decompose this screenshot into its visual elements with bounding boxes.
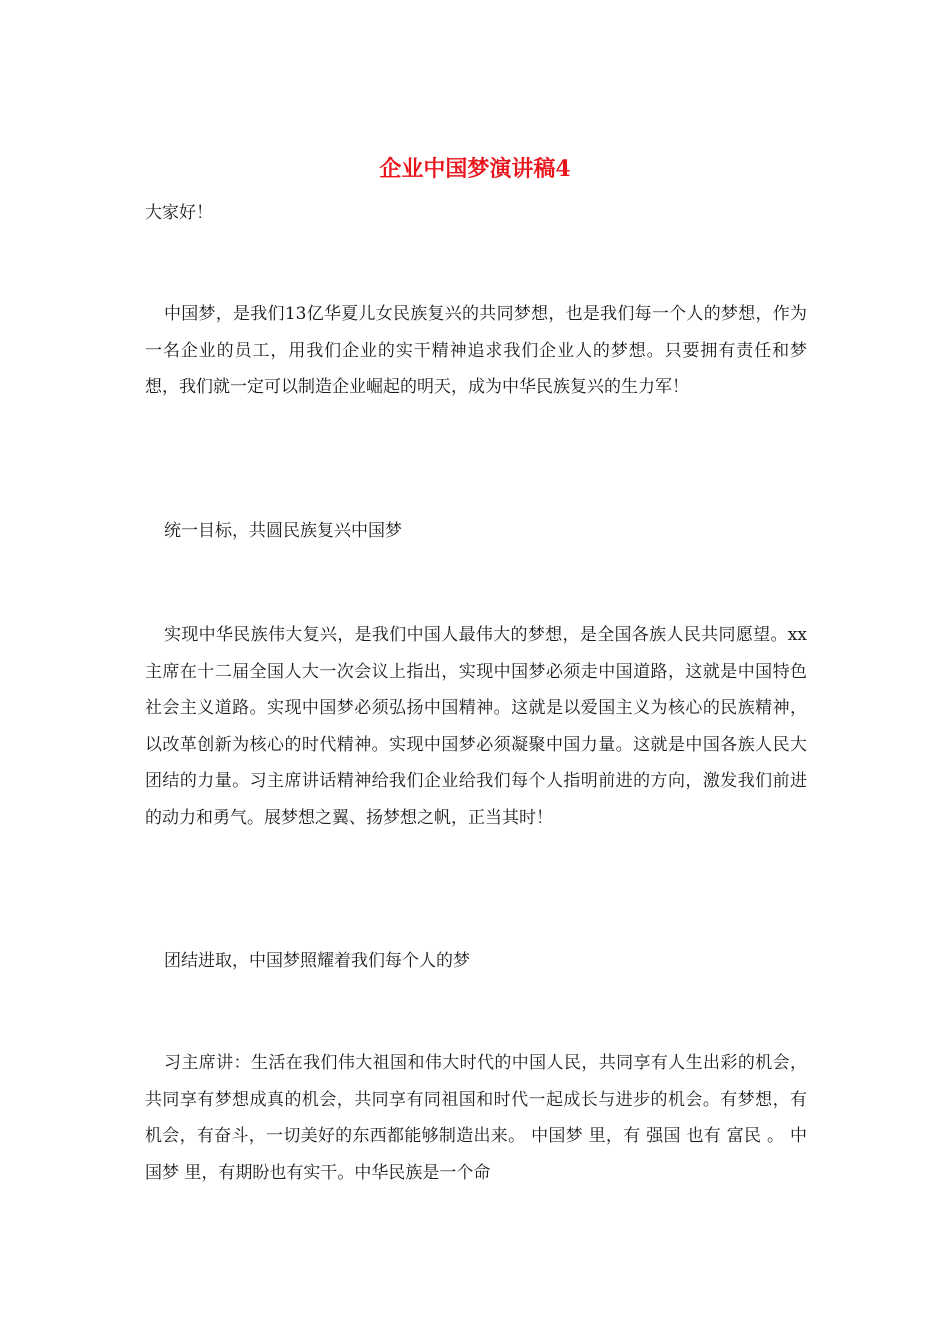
- paragraph-1: 中国梦，是我们13亿华夏儿女民族复兴的共同梦想，也是我们每一个人的梦想，作为一名企业的员工，用我们企业的实干精神追求我们企业人的梦想。只要拥有责任和梦想，我们就一定可以制造企业崛起的明天，成为中华民族复兴的生力军！: [145, 304, 807, 397]
- greeting-text: 大家好！: [145, 203, 213, 223]
- section-heading-2: 团结进取，中国梦照耀着我们每个人的梦: [164, 951, 470, 971]
- paragraph-3: 习主席讲：生活在我们伟大祖国和伟大时代的中国人民，共同享有人生出彩的机会，共同享有梦想成真的机会，共同享有同祖国和时代一起成长与进步的机会。有梦想，有机会，有奋斗，一切美好的东西都能够制造出来。 中国梦 里，有 强国 也有 富民 。 中国梦 里，有期盼也有实干。中华民族是一个命: [145, 1053, 807, 1183]
- section-heading-1: 统一目标，共圆民族复兴中国梦: [164, 521, 402, 541]
- document-title: 企业中国梦演讲稿4: [379, 156, 571, 182]
- paragraph-2: 实现中华民族伟大复兴，是我们中国人最伟大的梦想，是全国各族人民共同愿望。xx主席在十二届全国人大一次会议上指出，实现中国梦必须走中国道路，这就是中国特色社会主义道路。实现中国梦必须弘扬中国精神。这就是以爱国主义为核心的民族精神，以改革创新为核心的时代精神。实现中国梦必须凝聚中国力量。这就是中国各族人民大团结的力量。习主席讲话精神给我们企业给我们每个人指明前进的方向，激发我们前进的动力和勇气。展梦想之翼、扬梦想之帆，正当其时！: [145, 625, 807, 828]
